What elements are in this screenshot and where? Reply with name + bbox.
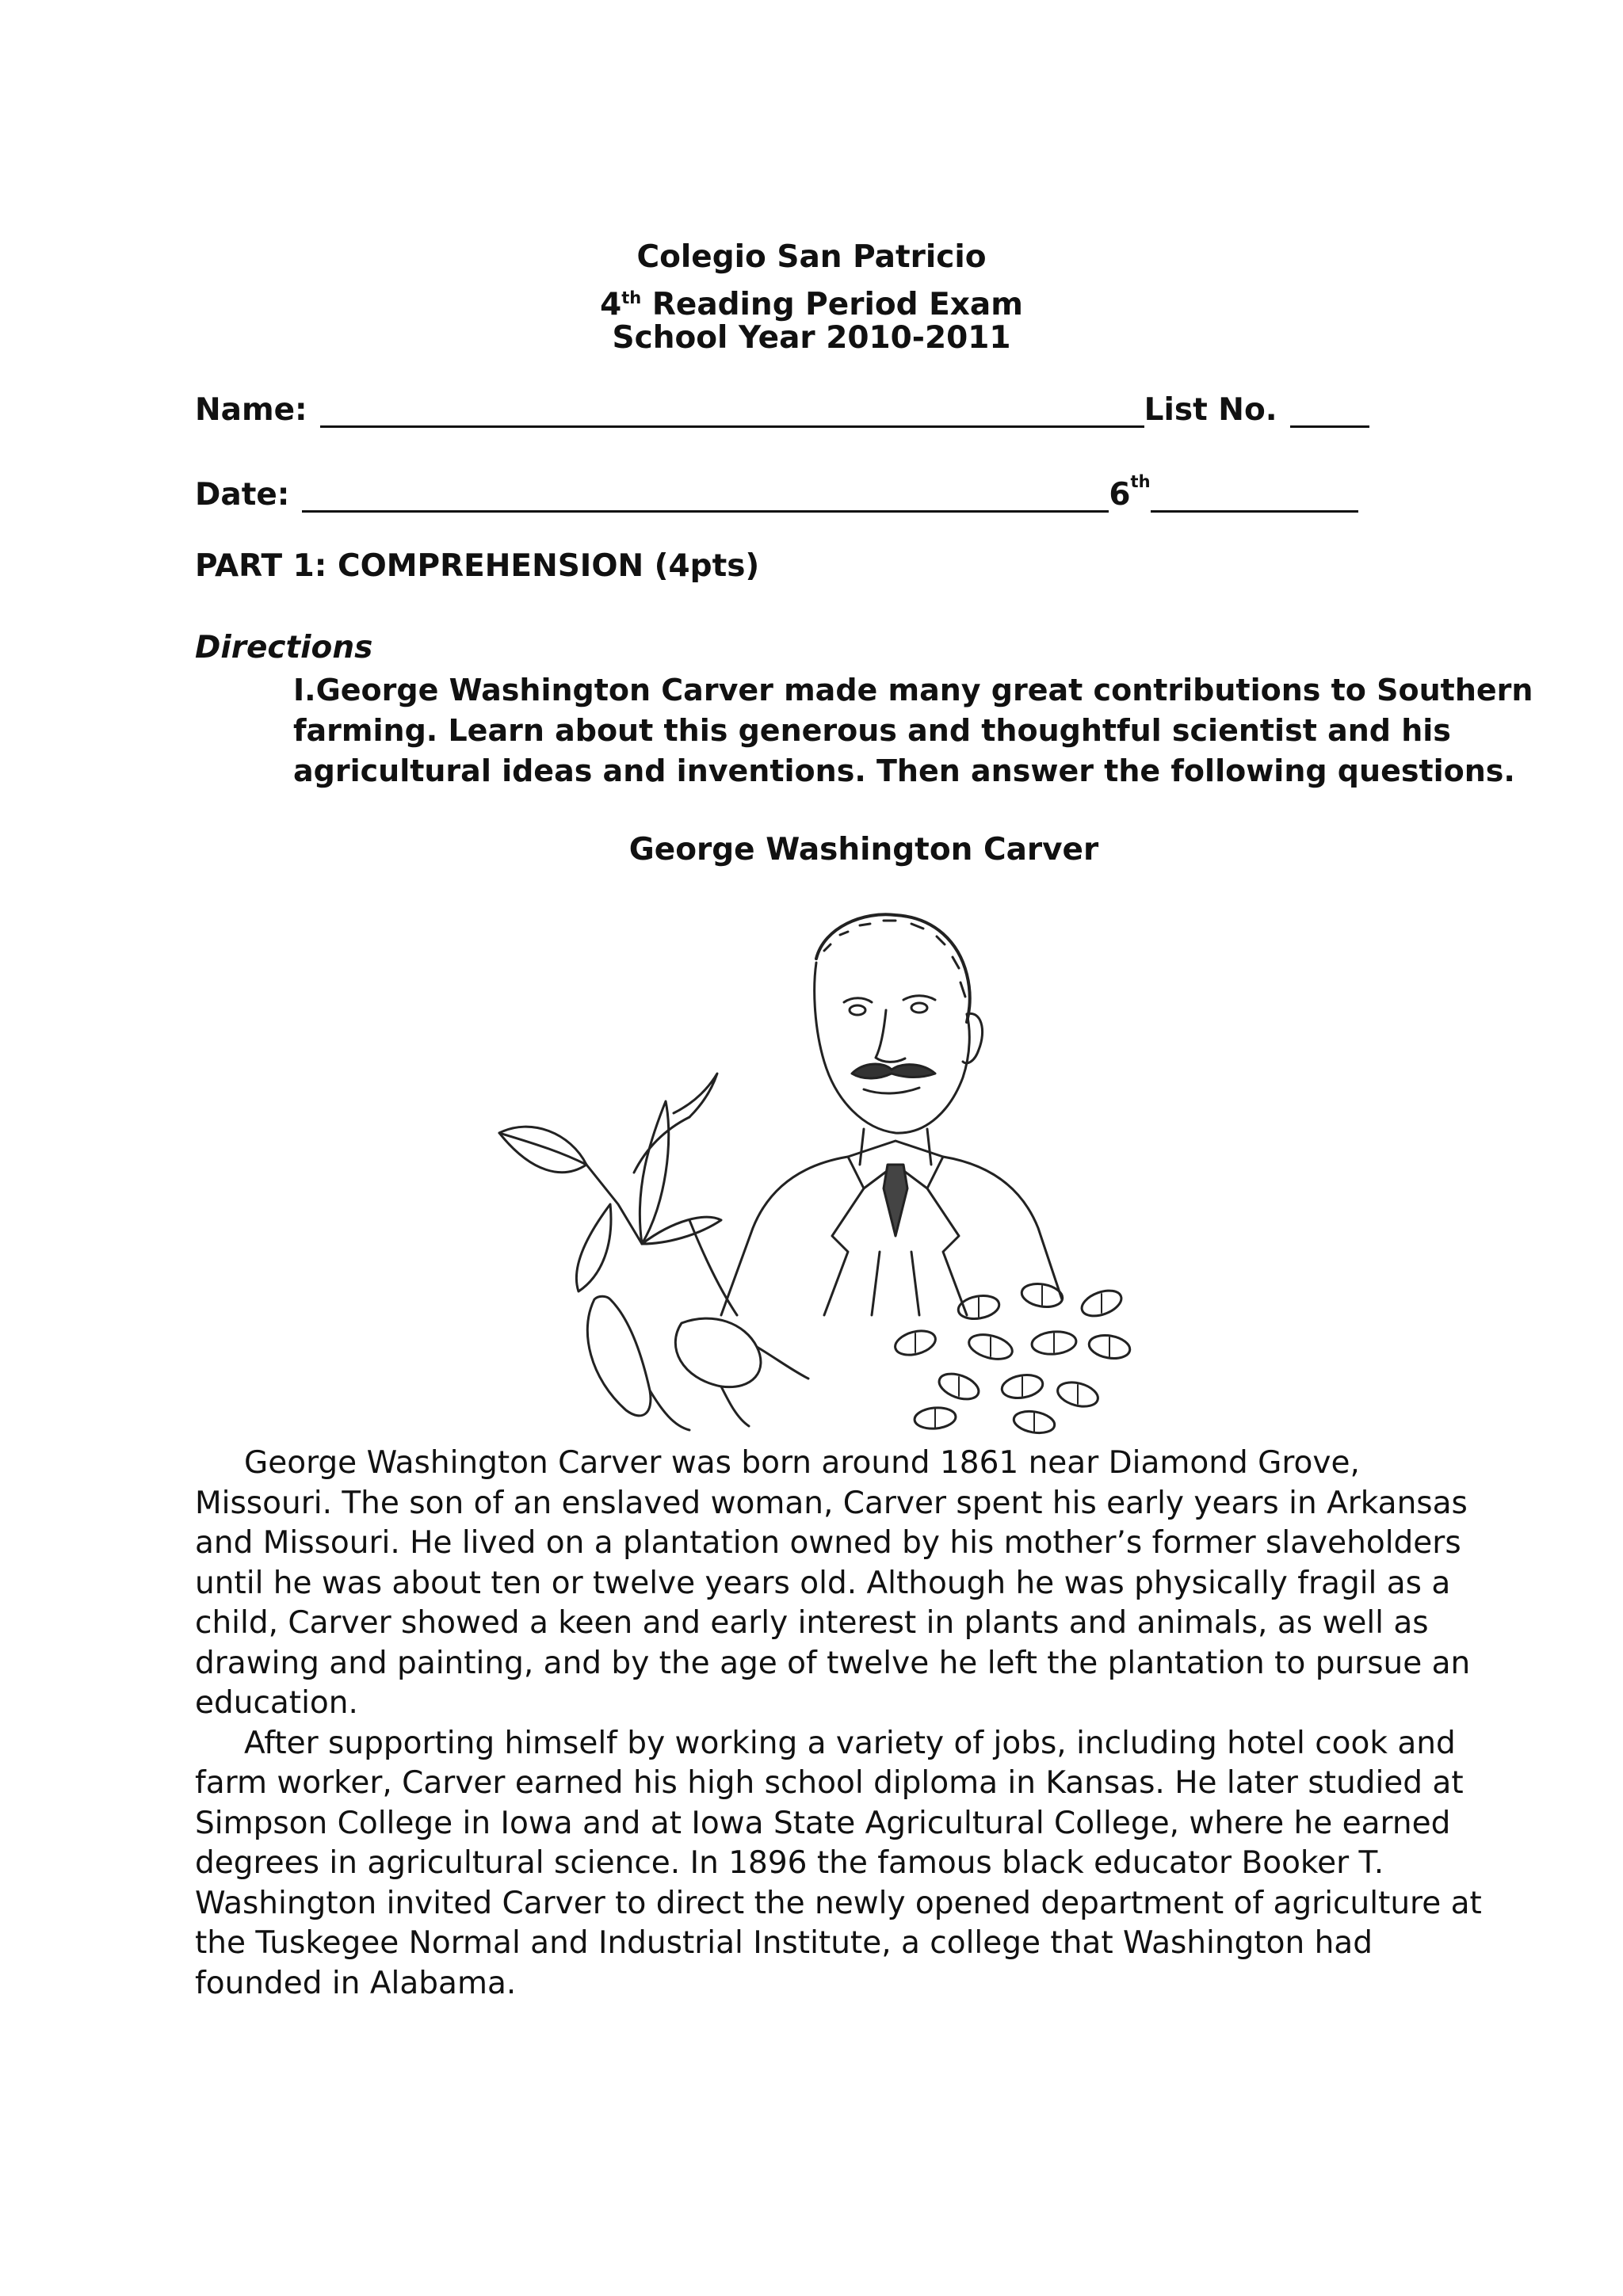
article-title: George Washington Carver	[628, 832, 1099, 868]
grade-number: 6	[1109, 477, 1131, 513]
name-row	[195, 392, 1369, 428]
carver-illustration	[452, 903, 1244, 1442]
sweet-potato-drawing	[499, 1074, 808, 1430]
list-number-line[interactable]	[1290, 394, 1369, 428]
date-row	[195, 472, 1358, 513]
directions-text: I.George Washington Carver made many great contributions to Southern farming. Learn about this generous and thoughtful scientist and his agricultural ideas and inventions. Then answer the following questions.	[293, 673, 1533, 788]
grade-suffix: th	[1130, 472, 1151, 491]
date-label: Date:	[195, 477, 290, 513]
article-body	[195, 1444, 1495, 2004]
list-label: List No.	[1144, 392, 1277, 428]
peanuts-drawing	[892, 1281, 1132, 1436]
school-name: Colegio San Patricio	[636, 239, 987, 275]
part1-title: PART 1: COMPREHENSION (4pts)	[195, 548, 760, 584]
article-paragraph-1: George Washington Carver was born around 1861 near Diamond Grove, Missouri. The son of an enslaved woman, Carver spent his early years in Arkansas and Missouri. He lived on a plantation owned by his mother’s former slaveholders until he was about ten or twelve years old. Although he was physically fragil as a child, Carver showed a keen and early interest in plants and animals, as well as drawing and painting, and by the age of twelve he left the plantation to pursue an education.	[195, 1445, 1471, 1721]
date-input-line[interactable]	[302, 479, 1109, 513]
grade-input-line[interactable]	[1151, 479, 1358, 513]
exam-number: 4	[600, 287, 622, 322]
directions-label: Directions	[195, 630, 373, 666]
exam-number-suffix: th	[621, 288, 642, 307]
grade-label	[1109, 472, 1150, 513]
school-year: School Year 2010-2011	[612, 320, 1011, 356]
exam-title-text: Reading Period Exam	[641, 287, 1023, 322]
name-input-line[interactable]	[320, 394, 1144, 428]
article-paragraph-2: After supporting himself by working a variety of jobs, including hotel cook and farm worker, Carver earned his high school diploma in Kansas. He later studied at Simpson College in Iowa and at Iowa State Agricultural College, where he earned degrees in agricultural science. In 1896 the famous black educator Booker T. Washington invited Carver to direct the newly opened department of agriculture at the Tuskegee Normal and Industrial Institute, a college that Washington had founded in Alabama.	[195, 1725, 1482, 2001]
name-label: Name:	[195, 392, 307, 428]
portrait-drawing	[721, 914, 1062, 1315]
